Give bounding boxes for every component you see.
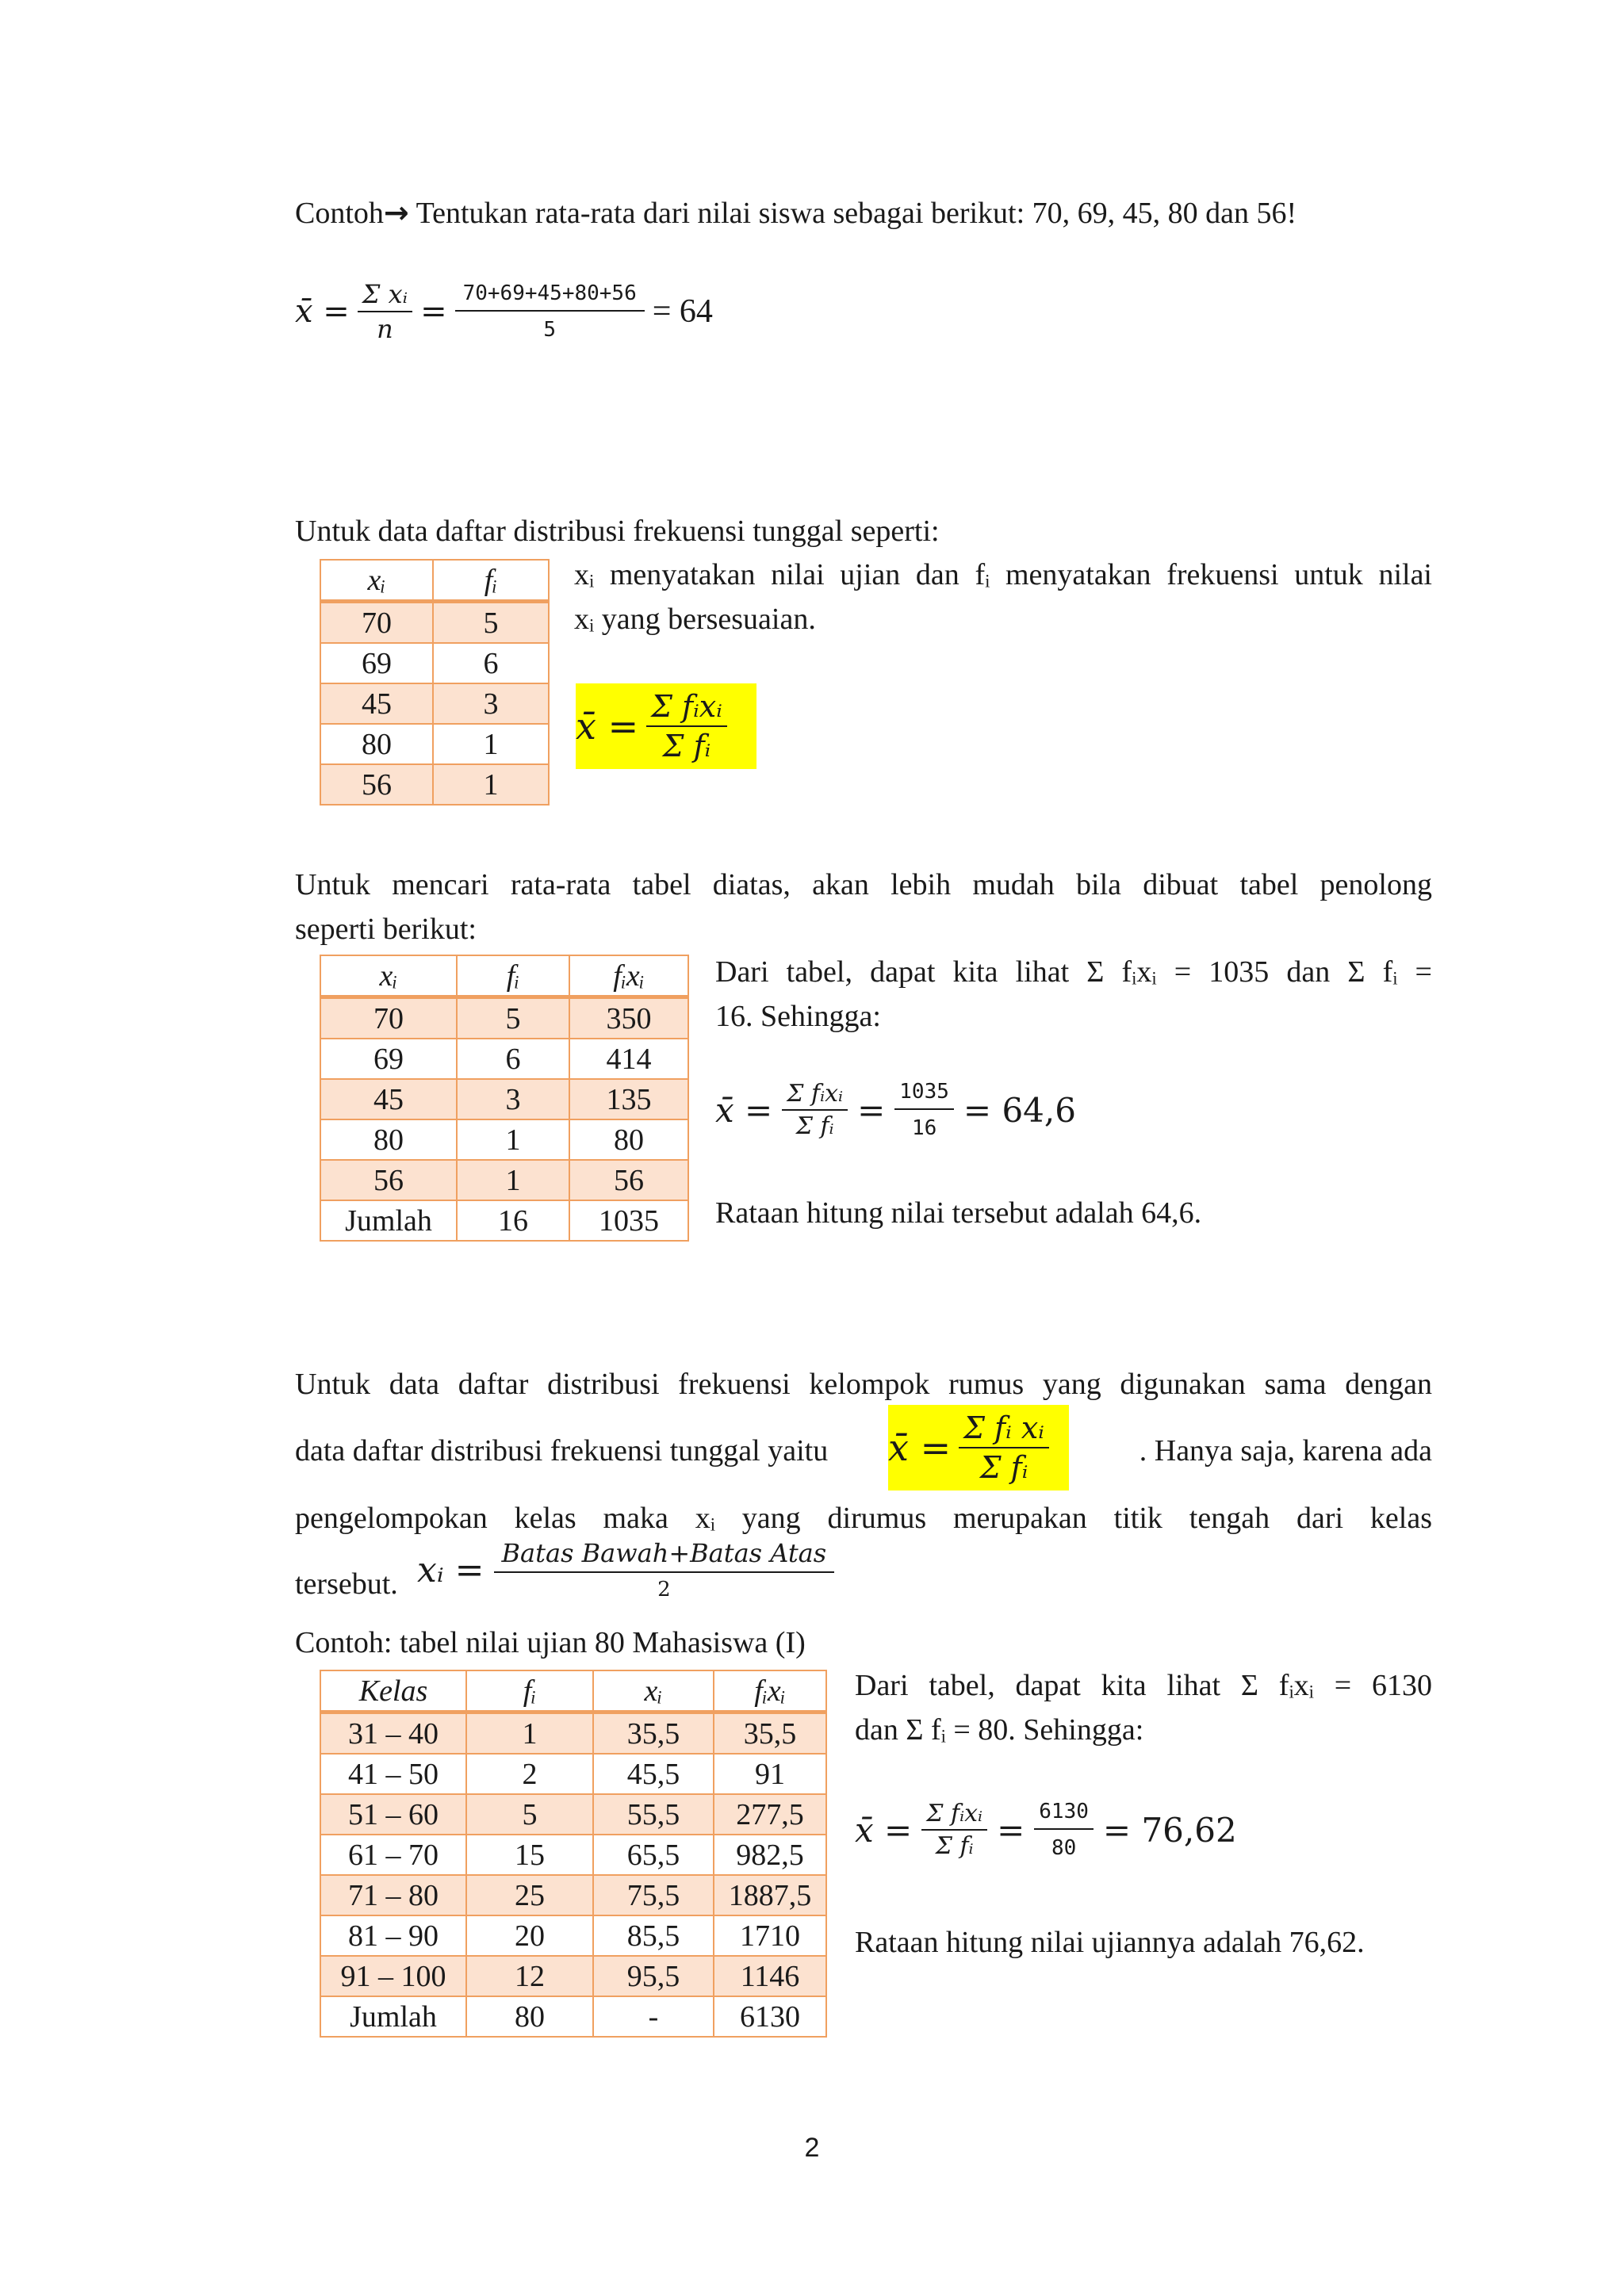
formula-fraction xyxy=(646,689,727,763)
table-cell: 81 – 90 xyxy=(320,1915,466,1956)
table-row xyxy=(320,764,549,805)
section4-line3: pengelompokan kelas maka xᵢ yang dirumus merupakan titik tengah dari kelas xyxy=(295,1502,1432,1535)
section4-conclusion: Rataan hitung nilai ujiannya adalah 76,62. xyxy=(855,1926,1365,1959)
table-cell: 1 xyxy=(457,1119,569,1160)
table-cell: 95,5 xyxy=(593,1956,714,1996)
table-cell: 135 xyxy=(569,1079,688,1119)
calc-fraction xyxy=(894,1080,954,1140)
table-cell: 35,5 xyxy=(593,1712,714,1755)
grouped-mean-calculation xyxy=(855,1800,1237,1860)
equals-sign: = xyxy=(420,293,447,330)
table-row xyxy=(320,1039,688,1079)
table-row xyxy=(320,1956,826,1996)
mean-calculation xyxy=(715,1080,1076,1140)
section2-desc-line2: xᵢ yang bersesuaian. xyxy=(574,603,816,636)
formula-denominator: Σ fᵢ xyxy=(795,1112,834,1140)
table-cell: 70 xyxy=(320,997,457,1039)
arrow-icon: → xyxy=(383,195,409,230)
mean-result: = 64 xyxy=(652,293,713,330)
table-header: xᵢ xyxy=(593,1670,714,1712)
table-cell: 20 xyxy=(466,1915,593,1956)
grouped-mean-formula xyxy=(888,1405,1069,1490)
formula-lhs: x̄ = xyxy=(888,1426,952,1469)
calc-denominator: 16 xyxy=(911,1116,937,1140)
table-cell: 41 – 50 xyxy=(320,1754,466,1794)
example-line xyxy=(295,195,1297,232)
table-row xyxy=(320,602,549,644)
table-cell: 65,5 xyxy=(593,1835,714,1875)
table-cell: 5 xyxy=(466,1794,593,1835)
calc-denominator: 80 xyxy=(1051,1836,1077,1860)
calc-fraction xyxy=(455,281,645,342)
formula-lhs: x̄ = xyxy=(715,1090,773,1130)
table-cell: 414 xyxy=(569,1039,688,1079)
table-cell: 56 xyxy=(569,1160,688,1200)
table-cell: 56 xyxy=(320,764,433,805)
calc-fraction xyxy=(1034,1800,1094,1860)
table-cell: 80 xyxy=(569,1119,688,1160)
section3-conclusion: Rataan hitung nilai tersebut adalah 64,6. xyxy=(715,1196,1202,1230)
formula-numerator: Σ fᵢxᵢ xyxy=(646,689,727,727)
table-cell: Jumlah xyxy=(320,1200,457,1241)
table-cell: 6 xyxy=(457,1039,569,1079)
calc-numerator: 1035 xyxy=(894,1080,954,1110)
table-cell: 350 xyxy=(569,997,688,1039)
section4-line2-post: . Hanya saja, karena ada xyxy=(1139,1434,1432,1468)
formula-denominator: n xyxy=(377,314,393,344)
formula-denominator: Σ fᵢ xyxy=(979,1450,1028,1485)
page-number: 2 xyxy=(804,2133,820,2163)
table-cell: 1 xyxy=(433,724,549,764)
formula-lhs: x̄ = xyxy=(576,705,639,748)
calc-numerator: 70+69+45+80+56 xyxy=(455,281,645,312)
table-cell: 91 xyxy=(714,1754,826,1794)
mean-result: = 64,6 xyxy=(963,1090,1076,1130)
table-cell: 982,5 xyxy=(714,1835,826,1875)
table-row xyxy=(320,1915,826,1956)
table-row xyxy=(320,1754,826,1794)
table-row xyxy=(320,1160,688,1200)
table-row xyxy=(320,1079,688,1119)
formula-numerator: Σ fᵢ xᵢ xyxy=(959,1410,1049,1448)
section3-intro-line1: Untuk mencari rata-rata tabel diatas, akan lebih mudah bila dibuat tabel penolong xyxy=(295,868,1432,901)
section2-intro: Untuk data daftar distribusi frekuensi tunggal seperti: xyxy=(295,515,940,548)
formula-fraction xyxy=(921,1800,987,1860)
table-cell: 70 xyxy=(320,602,433,644)
helper-table xyxy=(320,955,689,1242)
table-cell: 1887,5 xyxy=(714,1875,826,1915)
section3-desc-line1: Dari tabel, dapat kita lihat Σ fᵢxᵢ = 1035 dan Σ fᵢ = xyxy=(715,955,1432,989)
section3-desc-line2: 16. Sehingga: xyxy=(715,1000,881,1033)
section3-intro-line2: seperti berikut: xyxy=(295,913,477,946)
formula-numerator: Σ fᵢxᵢ xyxy=(782,1080,848,1111)
section4-line4-pre: tersebut. xyxy=(295,1567,398,1601)
table-row xyxy=(320,724,549,764)
table-total-row xyxy=(320,1996,826,2037)
table-cell: 80 xyxy=(320,1119,457,1160)
table-header: fᵢxᵢ xyxy=(569,955,688,997)
grouped-frequency-table xyxy=(320,1670,827,2038)
table-row xyxy=(320,1119,688,1160)
table-cell: 56 xyxy=(320,1160,457,1200)
section4-example-title: Contoh: tabel nilai ujian 80 Mahasiswa (I) xyxy=(295,1626,806,1659)
midpoint-fraction xyxy=(494,1538,835,1601)
table-cell: 277,5 xyxy=(714,1794,826,1835)
table-cell: 69 xyxy=(320,1039,457,1079)
section4-line1: Untuk data daftar distribusi frekuensi kelompok rumus yang digunakan sama dengan xyxy=(295,1368,1432,1401)
table-row xyxy=(320,1712,826,1755)
table-cell: 2 xyxy=(466,1754,593,1794)
table-header: fᵢ xyxy=(433,560,549,602)
formula-lhs: x̄ = xyxy=(295,293,350,330)
table-row xyxy=(320,643,549,683)
formula-lhs: x̄ = xyxy=(855,1810,913,1850)
calc-numerator: 6130 xyxy=(1034,1800,1094,1830)
formula-fraction xyxy=(782,1080,848,1140)
table-cell: 1 xyxy=(466,1712,593,1755)
table-row xyxy=(320,1794,826,1835)
table-cell: 91 – 100 xyxy=(320,1956,466,1996)
table-cell: 31 – 40 xyxy=(320,1712,466,1755)
table-cell: 25 xyxy=(466,1875,593,1915)
table-cell: 35,5 xyxy=(714,1712,826,1755)
table-row xyxy=(320,1875,826,1915)
table-cell: 12 xyxy=(466,1956,593,1996)
table-cell: 45 xyxy=(320,683,433,724)
formula-denominator: Σ fᵢ xyxy=(935,1832,974,1860)
table-cell: 45 xyxy=(320,1079,457,1119)
formula-numerator: Σ xᵢ xyxy=(358,279,412,312)
table-cell: 45,5 xyxy=(593,1754,714,1794)
table-cell: 3 xyxy=(433,683,549,724)
table-cell: 5 xyxy=(457,997,569,1039)
table-cell: 80 xyxy=(320,724,433,764)
table-cell: 85,5 xyxy=(593,1915,714,1956)
table-row xyxy=(320,1835,826,1875)
calc-denominator: 5 xyxy=(543,318,556,342)
table-cell: Jumlah xyxy=(320,1996,466,2037)
equals-sign: = xyxy=(857,1090,886,1130)
table-header: fᵢ xyxy=(466,1670,593,1712)
table-cell: 71 – 80 xyxy=(320,1875,466,1915)
table-cell: 5 xyxy=(433,602,549,644)
table-row xyxy=(320,683,549,724)
mean-formula xyxy=(295,279,713,344)
table-cell: 1 xyxy=(457,1160,569,1200)
xi-lhs: xᵢ = xyxy=(417,1549,485,1590)
table-cell: 51 – 60 xyxy=(320,1794,466,1835)
formula-numerator: Σ fᵢxᵢ xyxy=(921,1800,987,1831)
single-frequency-table xyxy=(320,559,550,806)
table-cell: 6130 xyxy=(714,1996,826,2037)
table-cell: - xyxy=(593,1996,714,2037)
formula-denominator: Σ fᵢ xyxy=(662,729,711,763)
table-cell: 80 xyxy=(466,1996,593,2037)
table-cell: 15 xyxy=(466,1835,593,1875)
table-header: xᵢ xyxy=(320,560,433,602)
table-cell: 1035 xyxy=(569,1200,688,1241)
table-cell: 1710 xyxy=(714,1915,826,1956)
table-header: fᵢxᵢ xyxy=(714,1670,826,1712)
table-cell: 16 xyxy=(457,1200,569,1241)
table-cell: 3 xyxy=(457,1079,569,1119)
section4-line2-pre: data daftar distribusi frekuensi tunggal yaitu xyxy=(295,1434,829,1468)
midpoint-numerator: Batas Bawah+Batas Atas xyxy=(494,1538,835,1573)
table-header: Kelas xyxy=(320,1670,466,1712)
table-cell: 55,5 xyxy=(593,1794,714,1835)
table-header: xᵢ xyxy=(320,955,457,997)
table-cell: 75,5 xyxy=(593,1875,714,1915)
section4-desc-line1: Dari tabel, dapat kita lihat Σ fᵢxᵢ = 6130 xyxy=(855,1669,1432,1702)
midpoint-denominator: 2 xyxy=(657,1578,671,1601)
table-total-row xyxy=(320,1200,688,1241)
table-cell: 69 xyxy=(320,643,433,683)
table-cell: 6 xyxy=(433,643,549,683)
table-cell: 1 xyxy=(433,764,549,805)
mean-result: = 76,62 xyxy=(1102,1810,1237,1850)
weighted-mean-formula xyxy=(576,683,756,769)
table-header: fᵢ xyxy=(457,955,569,997)
table-row xyxy=(320,997,688,1039)
formula-fraction xyxy=(959,1410,1049,1485)
example-text: Tentukan rata-rata dari nilai siswa sebagai berikut: 70, 69, 45, 80 dan 56! xyxy=(408,197,1297,230)
section2-desc-line1: xᵢ menyatakan nilai ujian dan fᵢ menyatakan frekuensi untuk nilai xyxy=(574,558,1432,591)
section4-desc-line2: dan Σ fᵢ = 80. Sehingga: xyxy=(855,1713,1144,1747)
equals-sign: = xyxy=(997,1810,1025,1850)
table-cell: 1146 xyxy=(714,1956,826,1996)
formula-fraction xyxy=(358,279,412,344)
table-cell: 61 – 70 xyxy=(320,1835,466,1875)
midpoint-formula xyxy=(417,1538,834,1601)
example-label: Contoh xyxy=(295,197,384,230)
